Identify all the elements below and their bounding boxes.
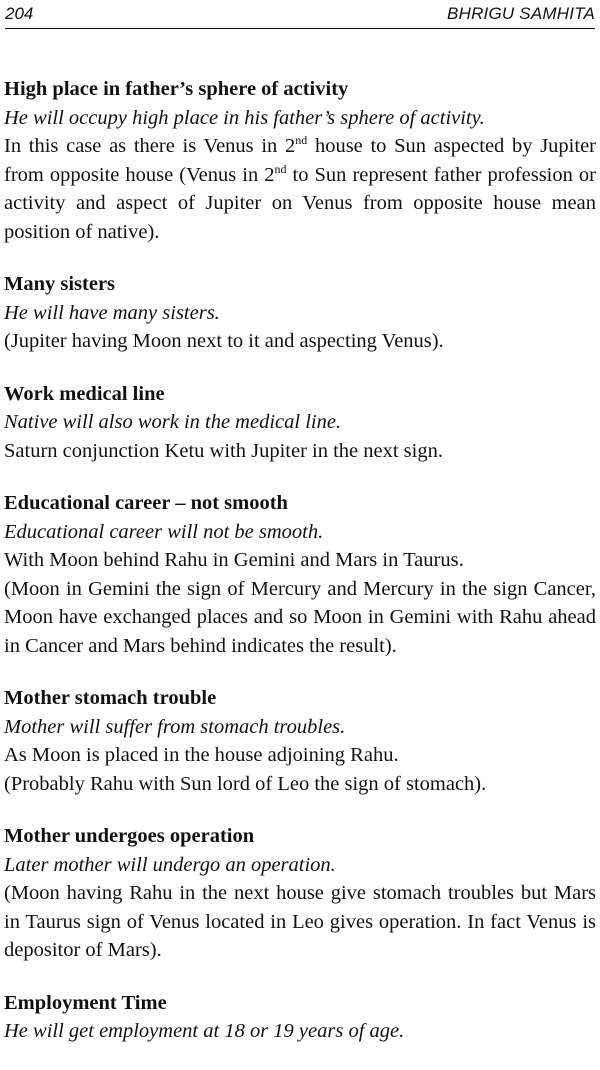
section-heading: Work medical line	[4, 382, 165, 405]
paragraph-text: In this case as there is Venus in 2	[4, 135, 296, 157]
ordinal-superscript: nd	[274, 161, 287, 176]
section-summary: He will occupy high place in his father’s sphere of activity.	[4, 106, 485, 129]
section-paragraph: Saturn conjunction Ketu with Jupiter in the next sign.	[4, 439, 443, 462]
section-summary: Educational career will not be smooth.	[4, 520, 324, 543]
section-paragraph: (Moon having Rahu in the next house give stomach troubles but Mars in Taurus sign of Venus located in Leo gives operation. In fact Venus is depositor of Mars).	[4, 882, 596, 961]
section-summary: Later mother will undergo an operation.	[4, 853, 336, 876]
section-paragraph: With Moon behind Rahu in Gemini and Mars in Taurus.	[4, 549, 464, 571]
section-summary: Native will also work in the medical line.	[4, 411, 342, 433]
section-paragraph: (Moon in Gemini the sign of Mercury and Mercury in the sign Cancer, Moon have exchanged places and so Moon in Gemini with Rahu ahead in Cancer and Mars behind indicates the result).	[4, 577, 596, 657]
section-paragraph: (Jupiter having Moon next to it and aspecting Venus).	[4, 330, 444, 352]
book-title: BHRIGU SAMHITA	[447, 4, 595, 23]
ordinal-superscript: nd	[295, 133, 308, 147]
section-heading: High place in father’s sphere of activity	[4, 78, 349, 100]
page-number: 204	[5, 4, 34, 23]
section-heading: Employment Time	[4, 991, 167, 1014]
page-body	[4, 75, 596, 1070]
section-paragraph: As Moon is placed in the house adjoining Rahu.	[4, 744, 399, 766]
section-employment-time	[4, 989, 596, 1046]
section-medical-line	[4, 380, 596, 466]
section-heading: Many sisters	[4, 273, 116, 295]
section-mother-stomach	[4, 684, 596, 798]
section-heading: Mother stomach trouble	[4, 687, 217, 709]
section-summary: Mother will suffer from stomach troubles.	[4, 715, 346, 738]
section-mother-operation	[4, 822, 596, 965]
section-heading: Mother undergoes operation	[4, 825, 255, 847]
running-header	[5, 2, 595, 29]
paragraph-text: house to Sun aspected by Jupiter from opposite house (Venus in 2	[4, 135, 596, 186]
paragraph-text: to Sun represent father profession or activity and aspect of Jupiter on Venus from opposite house mean position of native).	[4, 163, 597, 243]
section-paragraph	[4, 132, 596, 246]
section-heading: Educational career – not smooth	[4, 492, 288, 514]
section-educational-career	[4, 489, 596, 660]
section-summary: He will get employment at 18 or 19 years of age.	[4, 1020, 405, 1042]
section-summary: He will have many sisters.	[4, 301, 220, 324]
section-paragraph: (Probably Rahu with Sun lord of Leo the sign of stomach).	[4, 772, 487, 795]
section-many-sisters	[4, 270, 596, 356]
section-high-place	[4, 75, 596, 246]
